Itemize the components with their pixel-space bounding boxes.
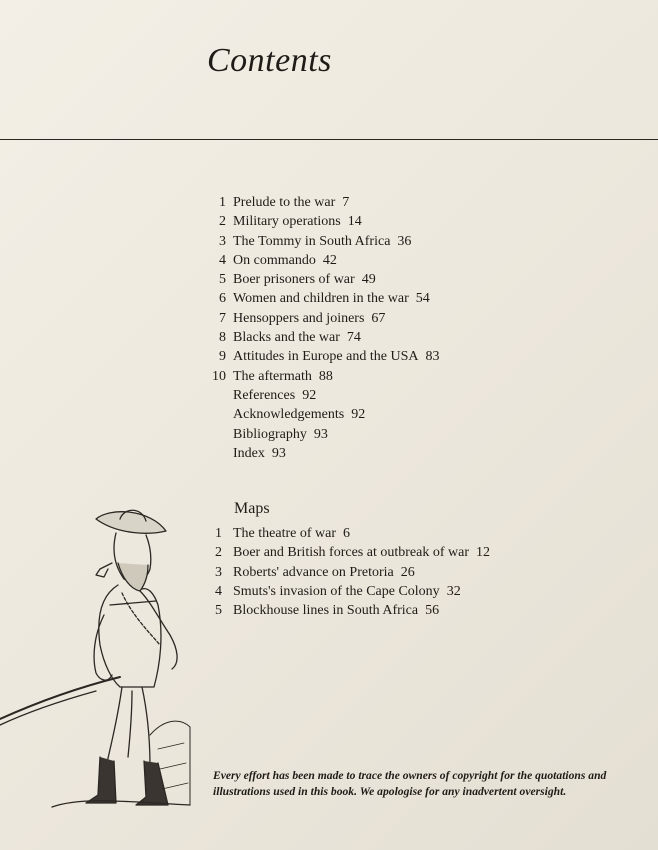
contents-item	[210, 270, 439, 289]
chapter-page: 42	[322, 252, 337, 268]
chapter-number: 7	[219, 310, 226, 326]
chapter-page: 93	[313, 426, 328, 442]
contents-item	[210, 251, 439, 270]
contents-item	[210, 309, 439, 328]
chapter-title: On commando	[233, 252, 316, 268]
chapter-number: 10	[212, 368, 226, 384]
map-item	[210, 601, 490, 620]
contents-item	[210, 232, 439, 251]
chapter-title: Prelude to the war	[233, 195, 336, 210]
chapter-page: 74	[346, 330, 361, 346]
chapter-page: 92	[351, 407, 366, 423]
chapter-title: Bibliography	[233, 426, 307, 442]
map-number: 4	[215, 583, 222, 599]
map-page: 26	[400, 564, 415, 580]
chapter-number: 2	[219, 214, 226, 230]
maps-list	[210, 524, 490, 620]
chapter-number: 1	[219, 195, 226, 210]
map-page: 12	[475, 545, 490, 561]
chapter-page: 92	[302, 387, 317, 403]
chapter-page: 93	[271, 445, 286, 461]
chapter-title: Hensoppers and joiners	[233, 310, 365, 326]
map-page: 56	[425, 603, 440, 619]
map-page: 32	[446, 583, 461, 599]
map-item	[210, 524, 490, 543]
contents-item	[210, 425, 439, 444]
map-item	[210, 563, 490, 582]
chapter-page: 88	[318, 368, 333, 384]
chapter-title: Acknowledgements	[233, 407, 345, 423]
map-item	[210, 543, 490, 562]
chapter-number: 8	[219, 330, 226, 346]
chapter-number: 9	[219, 349, 226, 365]
map-item	[210, 582, 490, 601]
map-page: 6	[343, 526, 350, 541]
map-title: The theatre of war	[233, 526, 336, 541]
map-title: Roberts' advance on Pretoria	[233, 564, 394, 580]
header-divider	[0, 139, 658, 140]
chapter-number: 4	[219, 252, 226, 268]
chapter-title: Blacks and the war	[233, 330, 340, 346]
map-number: 3	[215, 564, 222, 580]
chapter-number: 3	[219, 233, 226, 249]
map-number: 2	[215, 545, 222, 561]
chapter-number: 6	[219, 291, 226, 307]
chapter-page: 14	[347, 214, 362, 230]
contents-item	[210, 444, 439, 463]
chapter-title: Boer prisoners of war	[233, 272, 355, 288]
chapter-title: Military operations	[233, 214, 341, 230]
contents-item	[210, 328, 439, 347]
chapter-page: 49	[361, 272, 376, 288]
chapter-title: The aftermath	[233, 368, 312, 384]
chapter-page: 83	[425, 349, 440, 365]
contents-list	[210, 193, 439, 463]
chapter-title: References	[233, 387, 296, 403]
chapter-page: 36	[397, 233, 412, 249]
contents-item	[210, 386, 439, 405]
chapter-page: 67	[371, 310, 386, 326]
chapter-page: 7	[342, 195, 350, 210]
contents-item	[210, 347, 439, 366]
copyright-note: Every effort has been made to trace the owners of copyright for the quotations and illustrations used in this book. We apologise for any inadvertent oversight.	[213, 769, 607, 798]
contents-item	[210, 367, 439, 386]
map-number: 5	[215, 603, 222, 619]
contents-item	[210, 405, 439, 424]
chapter-title: Attitudes in Europe and the USA	[233, 349, 419, 365]
map-title: Smuts's invasion of the Cape Colony	[233, 583, 440, 599]
chapter-title: The Tommy in South Africa	[233, 233, 391, 249]
maps-heading: Maps	[234, 500, 270, 517]
boer-soldier-sketch-icon	[0, 505, 200, 815]
chapter-page: 54	[415, 291, 430, 307]
chapter-title: Index	[233, 445, 265, 461]
contents-item	[210, 193, 439, 212]
map-number: 1	[215, 526, 222, 541]
map-title: Boer and British forces at outbreak of war	[233, 545, 469, 561]
map-title: Blockhouse lines in South Africa	[233, 603, 419, 619]
chapter-title: Women and children in the war	[233, 291, 409, 307]
contents-item	[210, 289, 439, 308]
contents-item	[210, 212, 439, 231]
page-title: Contents	[207, 42, 332, 79]
chapter-number: 5	[219, 272, 226, 288]
